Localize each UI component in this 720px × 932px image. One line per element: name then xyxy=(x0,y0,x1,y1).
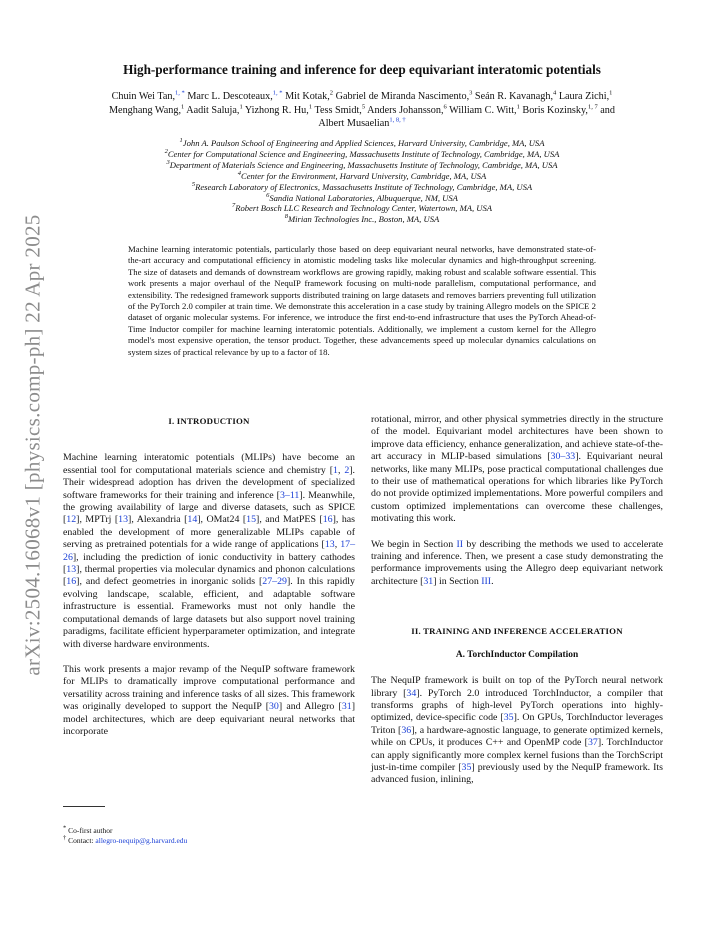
author-list xyxy=(100,90,624,131)
author-name: William C. Witt,$^1$ xyxy=(449,103,520,116)
paragraph: Machine learning interatomic potentials (MLIPs) have become an essential tool for computational materials science and chemistry [1, 2]. Their widespread adoption has driven the development of specialized software frameworks for their training and inference [3–11]. Meanwhile, the growing availability of large and diverse datasets, such as SPICE [12], MPTrj [13], Alexandria [14], OMat24 [15], and MatPES [16], has enabled the development of more generalizable MLIPs capable of serving as pretrained potentials for a wide range of applications [13, 17–26], including the prediction of ionic conductivity in battery cathodes [13], thermal properties via molecular dynamics and phonon calculations [16], and defect geometries in inorganic solids [27–29]. In this rapidly evolving landscape, scalable, efficient, and adaptable software infrastructure is essential. Frameworks must not only handle the computational demands of large datasets but also support novel training paradigms, facilitate efficient hyperparameter optimization, and integrate with diverse hardware environments. xyxy=(63,452,356,650)
author-name: Tess Smidt,$^5$ xyxy=(314,103,366,116)
citation-link[interactable]: 30–33 xyxy=(550,451,576,463)
affiliation: $^1$John A. Paulson School of Engineering and Applied Sciences, Harvard University, Cambridge, MA, USA xyxy=(179,137,545,148)
citation-link[interactable]: 15 xyxy=(246,514,257,526)
citation-link[interactable]: 30 xyxy=(268,701,279,713)
footnotes xyxy=(63,826,355,846)
paragraph: We begin in Section II by describing the methods we used to accelerate training and inference. Then, we present a case study demonstrating the performance improvements using the Allegro deep equivariant network architecture [31] in Section III. xyxy=(371,538,663,587)
author-name: Menghang Wang,$^1$ xyxy=(109,103,185,116)
citation-link[interactable]: 34 xyxy=(406,687,417,699)
affiliation: $^5$Research Laboratory of Electronics, Massachusetts Institute of Technology, Cambridge, MA, USA xyxy=(191,180,533,192)
citation-link[interactable]: 36 xyxy=(401,724,412,736)
citation-link[interactable]: 27–29 xyxy=(262,576,287,588)
footnote-cofirst: * Co-first author xyxy=(63,824,113,835)
citation-link[interactable]: 14 xyxy=(187,514,198,526)
author-name: Aadit Saluja,$^1$ xyxy=(186,103,243,116)
section-heading-introduction: I. INTRODUCTION xyxy=(168,416,250,426)
author-name: Boris Kozinsky,$^{1, 7}$ xyxy=(522,103,598,116)
citation-link[interactable]: III xyxy=(481,575,492,587)
contact-email-link[interactable]: allegro-nequip@g.harvard.edu xyxy=(95,836,188,845)
citation-link[interactable]: 31 xyxy=(423,575,434,587)
citation-link[interactable]: 31 xyxy=(341,701,352,713)
affiliation: $^6$Sandia National Laboratories, Albuquerque, NM, USA xyxy=(266,191,458,203)
author-name: Yizhong R. Hu,$^1$ xyxy=(244,103,313,116)
abstract: Machine learning interatomic potentials, particularly those based on deep equivariant neural networks, have demonstrated state-of-the-art accuracy and computational efficiency in atomistic modeling tasks like molecular dynamics and high-throughput screening. The size of datasets and demands of downstream workflows are growing rapidly, making robust and scalable software essential. This work presents a major overhaul of the NequIP framework focusing on multi-node parallelism, computational performance, and extensibility. The redesigned framework supports distributed training on large datasets and removes barriers preventing full utilization of the PyTorch 2.0 compiler at train time. We demonstrate this acceleration in a case study by training Allegro models on the SPICE 2 dataset of organic molecular systems. For inference, we introduce the first end-to-end infrastructure that uses the PyTorch Ahead-of-Time Inductor compiler for machine learning interatomic potentials. Additionally, we implement a custom kernel for the Allegro model's most expensive operation, the tensor product. Together, these advancements speed up molecular dynamics calculations on system sizes of practical relevance by up to a factor of 18. xyxy=(128,244,596,357)
footnote-rule xyxy=(63,806,105,807)
citation-link[interactable]: 13 xyxy=(118,514,129,526)
affiliation-list xyxy=(60,138,664,225)
author-name: Marc L. Descoteaux,$^{1, *}$ xyxy=(187,89,283,102)
affiliation: $^7$Robert Bosch LLC Research and Technology Center, Watertown, MA, USA xyxy=(231,202,493,214)
author-name: Chuin Wei Tan,$^{1, *}$ xyxy=(111,89,185,102)
paragraph: rotational, mirror, and other physical symmetries directly in the structure of the model. Equivariant model architectures have been shown to improve data efficiency, enhance generalization, and achieve state-of-the-art accuracy in MLIP-based simulations [30–33]. Equivariant neural networks, like many MLIPs, pose practical computational challenges due to their use of mathematical operations for which libraries like PyTorch do not provide optimized implementations. More powerful compilers and custom optimized implementations can overcome these challenges, motivating this work. xyxy=(371,414,663,525)
author-name: Mit Kotak,$^2$ xyxy=(285,89,334,102)
citation-link[interactable]: 16 xyxy=(66,576,77,588)
citation-link[interactable]: 37 xyxy=(587,737,598,749)
citation-link[interactable]: 1 xyxy=(333,464,338,476)
citation-link[interactable]: 12 xyxy=(66,514,77,526)
citation-link[interactable]: 16 xyxy=(322,514,333,526)
citation-link[interactable]: 13 xyxy=(66,564,77,576)
author-name: Gabriel de Miranda Nascimento,$^3$ xyxy=(335,89,473,102)
footnote-contact: † Contact: allegro-nequip@g.harvard.edu xyxy=(63,834,188,845)
section-heading-training: II. TRAINING AND INFERENCE ACCELERATION xyxy=(411,626,623,637)
affiliation: $^3$Department of Materials Science and Engineering, Massachusetts Institute of Technology, Cambridge, MA, USA xyxy=(166,158,558,170)
paragraph: This work presents a major revamp of the NequIP software framework for MLIPs to dramatically improve computational performance and versatility across training and inference tasks of all sizes. This framework was originally developed to support the NequIP [30] and Allegro [31] model architectures, which are deep equivariant neural networks that incorporate xyxy=(63,663,355,737)
citation-link[interactable]: 35 xyxy=(461,761,472,773)
paragraph: The NequIP framework is built on top of the PyTorch neural network library [34]. PyTorch 2.0 introduced TorchInductor, a compiler that transforms graphs of high-level PyTorch operations into highly-optimized, device-specific code [35]. On GPUs, TorchInductor leverages Triton [36], a hardware-agnostic language, to generate optimized kernels, while on CPUs, it produces C++ and OpenMP code [37]. TorchInductor can apply significantly more complex kernel fusions than the TorchScript just-in-time compiler [35] previously used by the NequIP framework. Its advanced fusion, inlining, xyxy=(371,675,664,786)
author-name: Laura Zichi,$^1$ xyxy=(558,89,613,102)
citation-link[interactable]: 17–26 xyxy=(63,539,355,563)
citation-link[interactable]: II xyxy=(456,538,464,550)
citation-link[interactable]: 2 xyxy=(344,464,350,476)
author-name: Anders Johansson,$^6$ xyxy=(367,103,447,116)
affiliation: $^8$Mirian Technologies Inc., Boston, MA, USA xyxy=(284,213,440,225)
author-name: Seán R. Kavanagh,$^4$ xyxy=(474,89,557,102)
author-name: and Albert Musaelian$^{1, 8, \dagger}$ xyxy=(318,104,615,130)
subsection-heading-torchinductor: A. TorchInductor Compilation xyxy=(455,649,579,660)
affiliation: $^4$Center for the Environment, Harvard University, Cambridge, MA, USA xyxy=(237,169,487,181)
citation-link[interactable]: 13 xyxy=(324,539,335,551)
citation-link[interactable]: 3–11 xyxy=(279,489,300,501)
citation-link[interactable]: 35 xyxy=(503,712,514,724)
left-column xyxy=(63,415,355,738)
arxiv-identifier: arXiv:2504.16068v1 [physics.comp-ph] 22 Apr 2025 xyxy=(20,214,45,676)
right-column xyxy=(371,415,663,787)
affiliation: $^2$Center for Computational Science and Engineering, Massachusetts Institute of Technology, Cambridge, MA, USA xyxy=(164,148,560,159)
paper-title: High-performance training and inference for deep equivariant interatomic potentials xyxy=(123,62,601,77)
